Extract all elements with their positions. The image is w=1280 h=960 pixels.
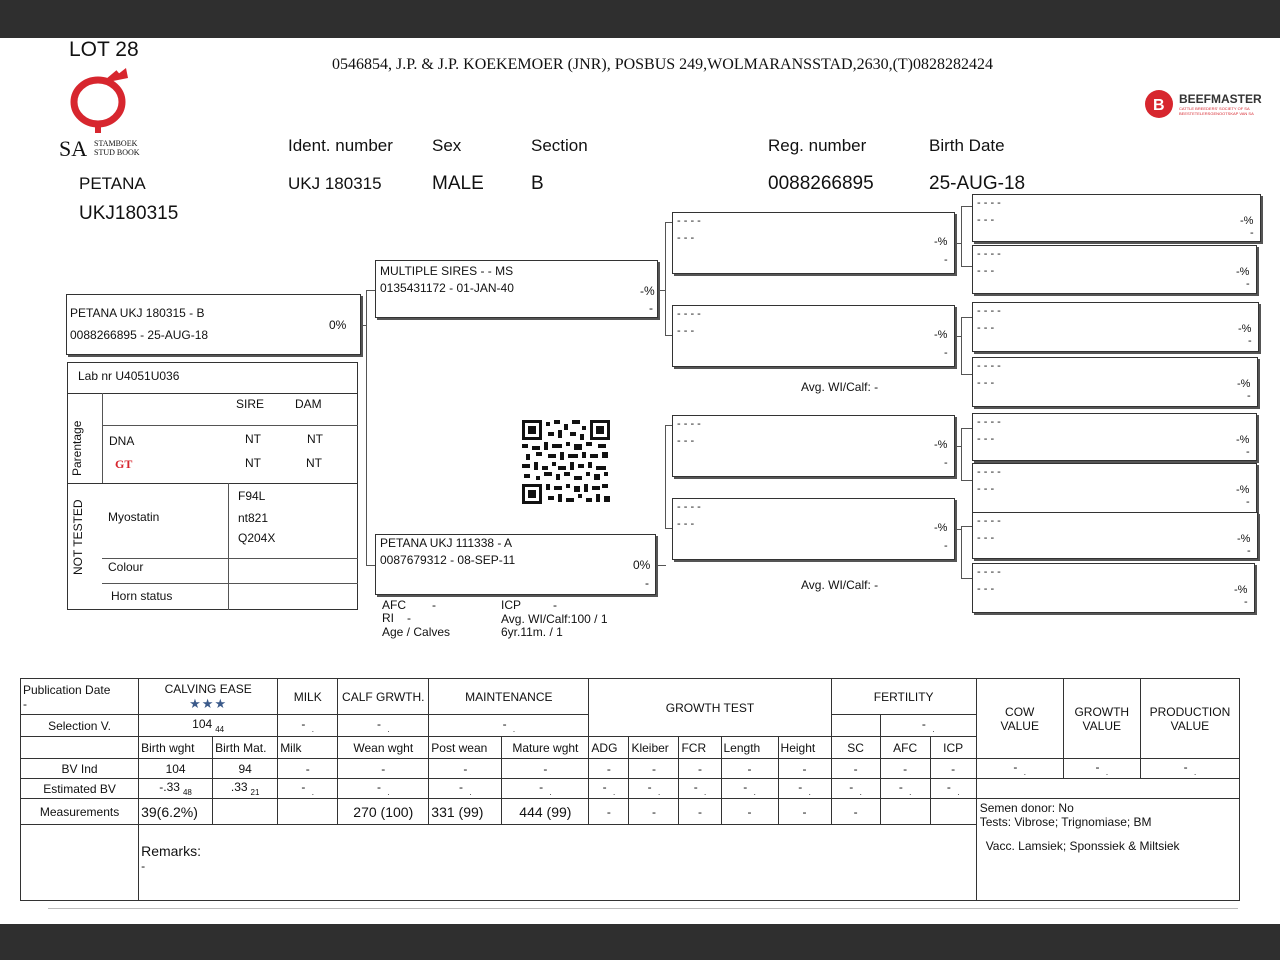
subject-box: PETANA UKJ 180315 - B 0088266895 - 25-AUG-18 0% <box>66 294 361 355</box>
lot-number: LOT 28 <box>69 38 139 61</box>
production-value-header: PRODUCTION VALUE <box>1140 679 1239 759</box>
myostatin-label: Myostatin <box>108 510 160 524</box>
dam-avg-wi: Avg. WI/Calf:100 / 1 <box>501 612 608 626</box>
beefmaster-title: BEEFMASTER <box>1179 92 1262 106</box>
dam-ri-label: RI <box>382 611 394 625</box>
ident-header: Ident. number <box>288 136 393 155</box>
sex-header: Sex <box>432 136 462 155</box>
remarks-cell: Remarks: - <box>139 825 977 901</box>
beefmaster-logo-icon <box>1143 89 1175 119</box>
milk-header: MILK <box>278 679 338 715</box>
dna-sire-value: NT <box>245 432 261 446</box>
growth-value-cell: - $_.$ <box>1063 759 1140 779</box>
gt-sire-value: NT <box>245 456 261 470</box>
selection-fertility: - $_.$ <box>880 715 976 737</box>
reg-header: Reg. number <box>768 136 867 155</box>
colour-label: Colour <box>108 560 144 574</box>
measurements-row: Measurements 39(6.2%) 270 (100) 331 (99) 444 (99) - - - - - - Semen donor: No Tests: Vibrose; Trignomiase; BM Vacc. Lamsiek; Sponssiek & Miltsiek <box>21 799 1240 825</box>
sex-value: MALE <box>432 173 484 194</box>
section-header: Section <box>531 136 588 155</box>
grandparent-box-1: - - - - - - - -% - <box>672 212 955 274</box>
stamboek-logo-icon <box>68 66 132 136</box>
dam-ri-value: - <box>407 611 411 625</box>
dam-age-calves-label: Age / Calves <box>382 625 451 639</box>
selection-milk: - $_.$ <box>278 715 338 737</box>
myostatin-nt821: nt821 <box>238 511 269 525</box>
dam-box: PETANA UKJ 111338 - A 0087679312 - 08-SEP-11 0% - <box>375 534 656 595</box>
birth-value: 25-AUG-18 <box>929 173 1026 194</box>
selection-label: Selection V. <box>21 715 139 737</box>
grandparent-box-2: - - - - - - - -% - <box>672 305 955 367</box>
gt-icon: GT <box>115 457 133 471</box>
production-value-cell: - $_.$ <box>1140 759 1239 779</box>
great-grandparent-box-5: - - - - - - - -% - <box>972 413 1257 461</box>
publication-date-label: Publication Date - <box>21 679 139 715</box>
great-grandparent-box-2: - - - - - - - -% - <box>972 245 1257 294</box>
great-grandparent-box-6: - - - - - - - -% - <box>972 463 1257 513</box>
estimated-bv-row: Estimated BV -.33 $_{48}$ .33 $_{21}$ - $_.$ - $_.$ - $_.$ - $_.$ - $_.$ - $_.$ - $_.$ - $_.$ - $_.$ - $_.$ - $_.$ - $_.$ <box>21 779 1240 799</box>
growth-test-header: GROWTH TEST <box>589 679 831 737</box>
vaccinations-text: Vacc. Lamsiek; Sponssiek & Miltsiek <box>985 839 1180 853</box>
dam-afc-label: AFC <box>382 598 406 612</box>
sa-logo-text: SA <box>59 136 88 161</box>
animal-name: PETANA <box>79 174 146 193</box>
calving-ease-header: CALVING EASE ★★★ <box>139 679 278 715</box>
great-grandparent-box-3: - - - - - - - -% - <box>972 302 1259 352</box>
growth-value-header: GROWTH VALUE <box>1063 679 1140 759</box>
great-grandparent-box-7: - - - - - - - -% - <box>972 512 1258 559</box>
owner-line: 0546854, J.P. & J.P. KOEKEMOER (JNR), POSBUS 249,WOLMARANSSTAD,2630,(T)0828282424 <box>332 56 993 73</box>
reg-value: 0088266895 <box>768 173 874 194</box>
sire-header: SIRE <box>236 397 265 411</box>
selection-calving-ease: 104 $_{44}$ <box>139 715 278 737</box>
selection-maintenance: - $_.$ <box>429 715 589 737</box>
breeding-values-table <box>20 678 1240 901</box>
sire-side-avg-wi-calf: Avg. WI/Calf: - <box>801 380 879 394</box>
top-bar <box>0 0 1280 38</box>
not-tested-label: NOT TESTED <box>71 499 85 575</box>
great-grandparent-box-1: - - - - - - - -% - <box>972 194 1261 242</box>
dam-age-calves-value: 6yr.11m. / 1 <box>501 625 563 639</box>
dna-label: DNA <box>109 434 135 448</box>
horn-status-label: Horn status <box>111 589 173 603</box>
calf-growth-header: CALF GRWTH. <box>338 679 429 715</box>
svg-text:B: B <box>1153 97 1165 114</box>
cow-value-cell: - $_.$ <box>976 759 1063 779</box>
birth-header: Birth Date <box>929 136 1005 155</box>
myostatin-f94l: F94L <box>238 489 266 503</box>
myostatin-q204x: Q204X <box>238 531 276 545</box>
dam-afc-value: - <box>432 598 436 612</box>
dam-icp-value: - <box>553 598 557 612</box>
animal-id: UKJ180315 <box>79 203 179 224</box>
column-headers-row: Birth wght Birth Mat. Milk Wean wght Post wean Mature wght ADG Kleiber FCR Length Height SC AFC ICP <box>21 737 1240 759</box>
dam-icp-label: ICP <box>501 598 522 612</box>
selection-calf-growth: - $_.$ <box>338 715 429 737</box>
beefmaster-subtitle: CATTLE BREEDERS' SOCIETY OF SA BEESTETELERSGENOOTSKAP VAN SA <box>1179 106 1254 116</box>
sire-box: MULTIPLE SIRES - - MS 0135431172 - 01-JAN-40 -% - <box>375 260 658 318</box>
ident-value: UKJ 180315 <box>288 174 382 193</box>
bottom-bar <box>0 924 1280 960</box>
parentage-label: Parentage <box>70 420 84 476</box>
cow-value-header: COW VALUE <box>976 679 1063 759</box>
fertility-header: FERTILITY <box>831 679 976 715</box>
grandparent-box-4: - - - - - - - -% - <box>672 498 955 560</box>
maintenance-header: MAINTENANCE <box>429 679 589 715</box>
semen-donor: Semen donor: No <box>979 801 1074 815</box>
calving-ease-stars: ★★★ <box>189 695 228 711</box>
gt-dam-value: NT <box>306 456 322 470</box>
great-grandparent-box-8: - - - - - - - -% - <box>972 563 1255 613</box>
qr-code-icon <box>522 420 610 504</box>
stud-book-text: STAMBOEK STUD BOOK <box>94 139 140 157</box>
dam-header: DAM <box>295 397 322 411</box>
tests-text: Tests: Vibrose; Trignomiase; BM <box>979 815 1152 829</box>
lab-number-box: Lab nr U4051U036 <box>67 362 358 394</box>
bv-ind-row: BV Ind 104 94 - - - - - - - - - - - - - $_.$ - $_.$ - $_.$ <box>21 759 1240 779</box>
section-value: B <box>531 173 544 194</box>
notes-cell <box>976 799 1239 901</box>
dam-side-avg-wi-calf: Avg. WI/Calf: - <box>801 578 879 592</box>
grandparent-box-3: - - - - - - - -% - <box>672 415 955 477</box>
dna-dam-value: NT <box>307 432 323 446</box>
great-grandparent-box-4: - - - - - - - -% - <box>972 357 1258 407</box>
